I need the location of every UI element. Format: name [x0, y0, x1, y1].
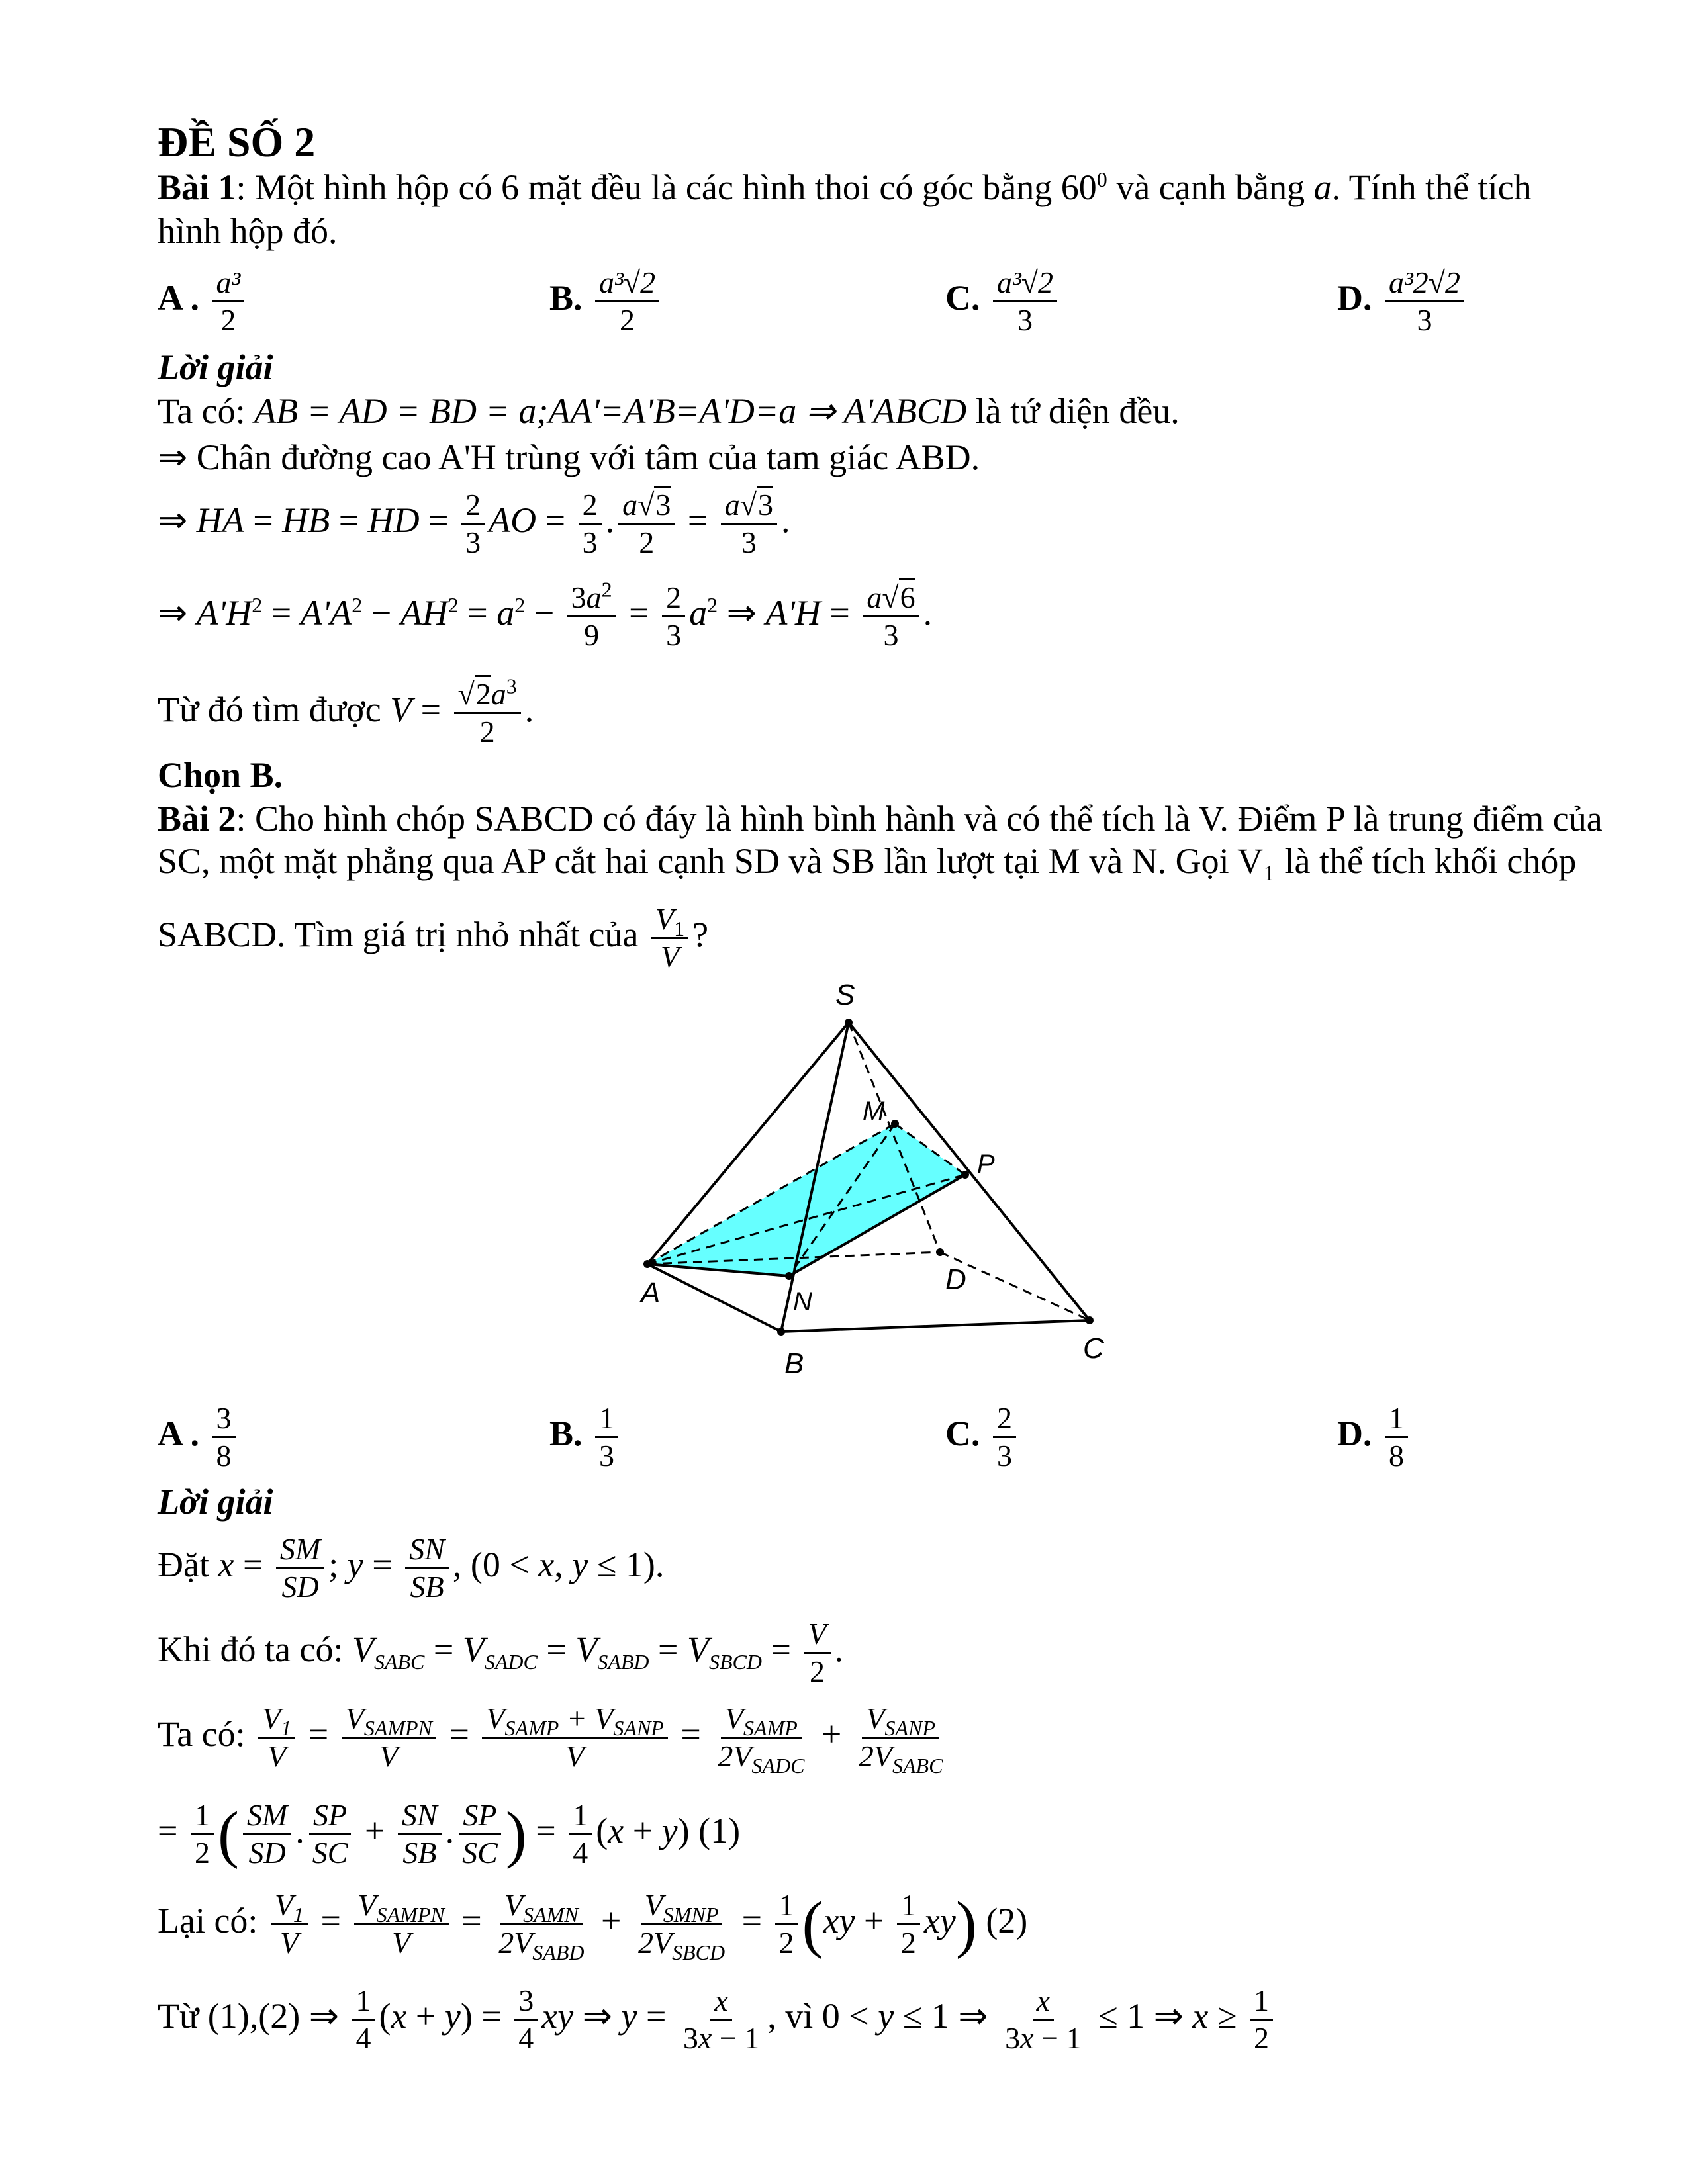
- bai1-option-c[interactable]: C. $\frac{\text{a³√2}}{3}$: [945, 267, 1061, 336]
- bai1-solution-step3: ⇒ HA = HB = HD = $\frac{2}{3}$ AO = $\frac{2}{3}$ . $\frac{a√3}{2}$ = $\frac{a√3}{3}$ .: [158, 490, 790, 558]
- bai1-solution-step1: Ta có: AB = AD = BD = a;AA'=A'B=A'D=a ⇒ A'ABCD là tứ diện đều.: [158, 391, 1180, 431]
- bai1-label: Bài 1: [158, 167, 236, 207]
- bai1-statement-line2: hình hộp đó.: [158, 211, 338, 251]
- bai1-option-b[interactable]: B. $\frac{\text{a³√2}}{2}$: [549, 267, 663, 336]
- edge-bc: [781, 1320, 1090, 1332]
- label-b: B: [784, 1347, 804, 1380]
- bai2-statement-line3: SABCD. Tìm giá trị nhỏ nhất của $\frac{V_1}{V}$ ?: [158, 902, 709, 974]
- label-d: D: [945, 1263, 966, 1296]
- bai1-solution-step5: Từ đó tìm được V = $\frac{√2a^3}{2}$ .: [158, 674, 534, 749]
- label-p: P: [977, 1150, 995, 1179]
- label-s: S: [835, 979, 855, 1011]
- bai1-answer: Chọn B.: [158, 755, 283, 795]
- page-title: ĐỀ SỐ 2: [158, 118, 316, 165]
- label-c: C: [1083, 1332, 1104, 1365]
- bai2-solution-volumes: Khi đó ta có: $V_{SABC} = V_{SADC} = V_{SABD} = V_{SBCD}$ = $\frac{V}{2}$ .: [158, 1617, 844, 1688]
- label-m: M: [863, 1097, 885, 1126]
- bai2-solution-ratio2: Lại có: $\frac{V_1}{V}$ = $\frac{V_{SAMPN}}{V}$ = $\frac{V_{SAMN}}{2V_{SABD}}$ + $\frac{V_{SMNP}}{2V_{SBCD}}$ = $\frac{1}{2}$ (xy + $\frac{1}{2}$ xy) (2): [158, 1888, 1028, 1965]
- pyramid-figure: [609, 973, 1139, 1383]
- bai1-solution-step4: ⇒ $A'H^2 = A'A^2 - AH^2 = a^2$ − $\frac{3a^2}{9}$ = $\frac{2}{3}$ $a^2$ ⇒ A'H = $\frac{a√6}{3}$ .: [158, 577, 933, 652]
- bai2-solution-ratio1-cont: = $\frac{1}{2}$ ( $\frac{SM}{SD}$ . $\frac{SP}{SC}$ + $\frac{SN}{SB}$ . $\frac{SP}{SC}$ ) = $\frac{1}{4}$ (x + y) (1): [158, 1798, 741, 1870]
- bai2-solution-ratio1: Ta có: $\frac{V_1}{V}$ = $\frac{V_{SAMPN}}{V}$ = $\frac{V_{SAMP} + V_{SANP}}{V}$ = $\frac{V_{SAMP}}{2V_{SADC}}$ + $\frac{V_{SANP}}{2V_{SABC}}$: [158, 1702, 943, 1778]
- bai2-statement-line1: Bài 2: Cho hình chóp SABCD có đáy là hình bình hành và có thể tích là V. Điểm P là trung điểm của: [158, 799, 1603, 839]
- bai2-option-a[interactable]: A . $\frac{3}{8}$: [158, 1403, 240, 1471]
- label-n: N: [793, 1287, 812, 1316]
- bai2-option-d[interactable]: D. $\frac{1}{8}$: [1337, 1403, 1412, 1471]
- bai2-solution-set-vars: Đặt x = $\frac{SM}{SD}$ ; y = $\frac{SN}{SB}$ , (0 < x, y ≤ 1).: [158, 1532, 665, 1604]
- bai1-statement-line1: Bài 1: Một hình hộp có 6 mặt đều là các hình thoi có góc bằng $60^0$ và cạnh bằng a. Tính thể tích: [158, 167, 1532, 207]
- bai2-solution-combine: Từ (1),(2) ⇒ $\frac{1}{4}$ (x + y) = $\frac{3}{4}$ xy ⇒ y = $\frac{x}{3x - 1}$ , vì 0 < y ≤ 1 ⇒ $\frac{x}{3x - 1}$ ≤ 1 ⇒ x ≥ $\frac{1}{2}$: [158, 1985, 1277, 2054]
- bai1-option-d[interactable]: D. $\frac{\text{a³2√2}}{3}$: [1337, 267, 1468, 336]
- bai2-option-c[interactable]: C. $\frac{2}{3}$: [945, 1403, 1020, 1471]
- bai1-solution-step2: ⇒ Chân đường cao A'H trùng với tâm của tam giác ABD.: [158, 437, 980, 477]
- bai1-option-a[interactable]: A . $\frac{\text{a³}}{2}$: [158, 267, 248, 336]
- bai2-solution-heading: Lời giải: [158, 1482, 273, 1522]
- bai1-solution-heading: Lời giải: [158, 347, 273, 387]
- section-plane-ampn: [647, 1124, 965, 1276]
- bai2-option-b[interactable]: B. $\frac{1}{3}$: [549, 1403, 622, 1471]
- bai2-statement-line2: SC, một mặt phẳng qua AP cắt hai cạnh SD và SB lần lượt tại M và N. Gọi V₁ là thể tích khối chóp: [158, 841, 1577, 881]
- label-a: A: [641, 1277, 661, 1309]
